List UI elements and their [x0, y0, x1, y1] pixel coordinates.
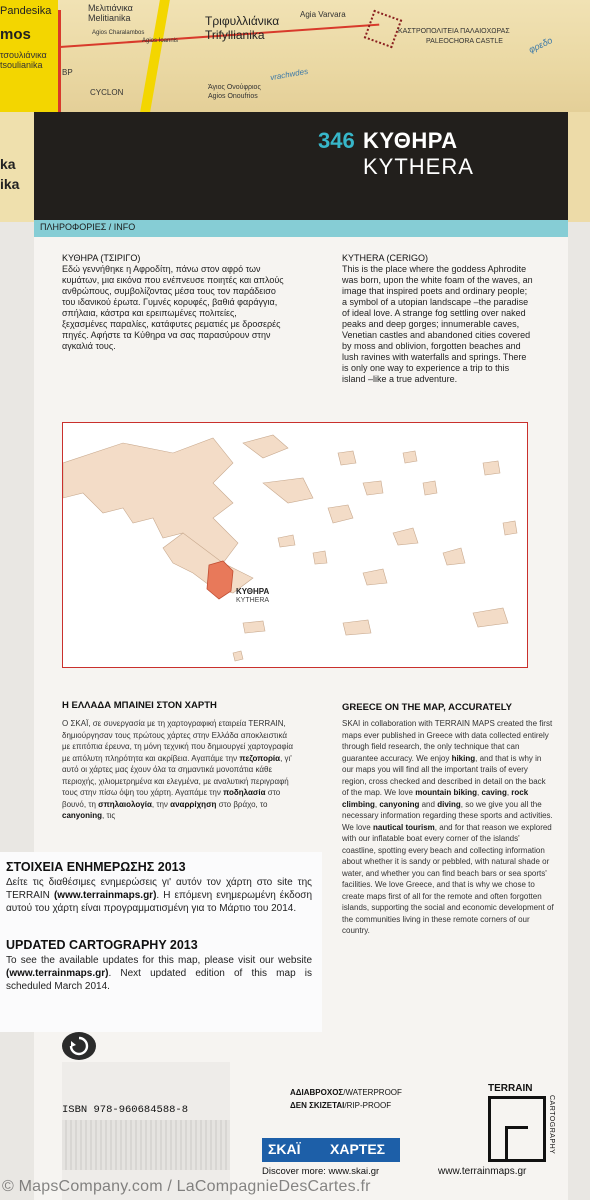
map-label: tsoulianika: [0, 60, 43, 70]
text: ,: [477, 788, 480, 797]
text: , and for that reason we explored with our inflatable boat every corner of the islands' coastline, spotting every beach and collecting information about whether it is sandy or pebbled, with natural shade or water, and whether you can find beach bars or sea sports' facilities. We love Greece, and that is why we chose to create maps first of all for the remote and often forgotten islands, supporting the social and economic development of the communities living in these remote corners of our country.: [342, 822, 554, 935]
intro-english-title: KYTHERA (CERIGO): [342, 253, 429, 263]
map-excerpt: [0, 0, 590, 112]
map-label: Μελιτιάνικα: [88, 3, 133, 13]
locator-label-gr: ΚΥΘΗΡΑ: [236, 587, 270, 596]
road-red: [58, 10, 61, 112]
update-en-title: UPDATED CARTOGRAPHY 2013: [6, 938, 198, 952]
greece-en-title: GREECE ON THE MAP, ACCURATELY: [342, 702, 512, 713]
text: στο βουνό, τη: [62, 788, 281, 809]
text: and: [421, 799, 435, 809]
text-bold: canyoning: [379, 799, 420, 809]
map-label: Agios Charalambos: [92, 30, 145, 36]
map-label: Trifyllianika: [205, 28, 265, 42]
text-bold: rock climbing: [342, 788, 529, 809]
waterproof-label: [290, 1088, 402, 1097]
terrain-cartography: CARTOGRAPHY: [548, 1095, 555, 1155]
map-label: φρεδο: [527, 35, 554, 55]
update-gr-text: [6, 876, 312, 915]
text-bold: (www.terrainmaps.gr): [6, 968, 109, 979]
text-bold: ΔΕΝ ΣΚΙΖΕΤΑΙ: [290, 1101, 345, 1110]
intro-english-text: This is the place where the goddess Aphrodite was born, upon the white foam of the waves, an image that inspired poets and ordinary people; a symbol of a utopian landscape –the paradise of ideal love. A strange fog settling over naked peaks and deep gorges; innumerable caves, Venetian castles and abandoned cities covered by moss and oblivion, forgotten beaches and lush ravines with waterfalls and springs. There is only one way to experience a trip to this island –like a true adventure.: [342, 264, 533, 384]
text: Ο ΣΚΑΪ, σε συνεργασία με τη χαρτογραφική εταιρεία TERRAIN, δημιούργησαν τους πρώτους χάρτες στην Ελλάδα αποκλειστικά με επιτόπια έρευνα, τη μόνη τεχνική που δημιουργεί χαρτογραφία με απόλυτη πληρότητα και ακρίβεια. Αγαπάμε την: [62, 719, 293, 763]
map-label: Agia Varvara: [300, 10, 346, 19]
update-gr-title: ΣΤΟΙΧΕΙΑ ΕΝΗΜΕΡΩΣΗΣ 2013: [6, 860, 186, 874]
text: /RIP-PROOF: [344, 1101, 392, 1110]
skai-logo-text: ΣΚΑΪ: [268, 1141, 301, 1157]
update-en-text: [6, 954, 312, 993]
text: Δείτε τις διαθέσιμες ενημερώσεις γι' αυτόν τον χάρτη στο site της TERRAIN: [6, 877, 312, 901]
text: , and that is why in our maps you will find all the important trails of every region, cross checked and described in detail on the back of the map. We love: [342, 753, 546, 797]
text: στο βράχο, το: [218, 799, 268, 809]
map-label: Άγιος Ονούφριος: [208, 84, 261, 91]
terrain-logo-text: TERRAIN: [488, 1083, 533, 1094]
title-header: [34, 112, 568, 220]
map-label: ΚΑΣΤΡΟΠΟΛΙΤΕΙΑ ΠΑΛΑΙΟΧΩΡΑΣ: [398, 28, 510, 35]
terrain-logo-inner: [505, 1126, 528, 1159]
text-bold: canyoning: [62, 811, 103, 820]
text-bold: πεζοπορία: [239, 753, 281, 763]
intro-greek-title: ΚΥΘΗΡΑ (ΤΣΙΡΙΓΟ): [62, 253, 141, 263]
text-bold: hiking: [451, 753, 476, 763]
isbn: ISBN 978-960684588-8: [62, 1104, 189, 1116]
update-sticker: [0, 852, 322, 1032]
map-label: mos: [0, 26, 31, 43]
text-bold: ΑΔΙΑΒΡΟΧΟΣ: [290, 1088, 344, 1097]
text: , γι' αυτό οι χάρτες μας έχουν όλα τα σημαντικά μονοπάτια κάθε περιοχής, χιλιομετρημένα και ελεγμένα, με αναλυτική περιγραφή τους στην πίσω όψη του χάρτη. Αγαπάμε την: [62, 753, 292, 797]
map-label: BP: [62, 68, 73, 77]
watermark: © MapsCompany.com / LaCompagnieDesCartes.fr: [2, 1178, 371, 1195]
greece-map-svg: [63, 423, 527, 667]
map-label: Τριφυλλιάνικα: [205, 14, 280, 28]
recycle-icon-svg: [62, 1032, 96, 1060]
map-label: ika: [0, 176, 20, 192]
intro-greek: [62, 253, 284, 352]
text: ,: [374, 799, 378, 809]
map-label: CYCLON: [90, 88, 124, 97]
intro-greek-text: Εδώ γεννήθηκε η Αφροδίτη, πάνω στον αφρό των κυμάτων, μια εικόνα που ενέπνευσε ποιητές και απλούς ανθρώπους, συμβολίζοντας μέσα τους τον παράδεισο του ιδανικού έρωτα. Γυμνές κορυφές, βαθιά φαράγγια, σπήλαια, κάστρα και ερειπωμένες πολιτείες, ξεχασμένες παραλίες, κατάφυτες ρεματιές με δροσερές πηγές. Αφήστε τα Κύθηρα να σας παρασύρουν στην αγκαλιά τους.: [62, 264, 284, 351]
text-bold: αναρρίχηση: [170, 799, 217, 809]
text-bold: mountain biking: [415, 788, 478, 797]
map-label: Melitianika: [88, 13, 131, 23]
greece-land: [63, 435, 517, 635]
text-bold: nautical tourism: [373, 822, 435, 832]
title-greek: ΚΥΘΗΡΑ: [363, 128, 458, 153]
skai-discover: Discover more: www.skai.gr: [262, 1166, 380, 1177]
info-bar: [34, 220, 568, 237]
map-label: vrachwdes: [269, 66, 309, 83]
text: We love: [342, 822, 371, 832]
text: /WATERPROOF: [343, 1088, 402, 1097]
map-label: Agios Ioannis: [142, 38, 179, 44]
text: ,: [506, 788, 510, 797]
map-label: PALEOCHORA CASTLE: [426, 38, 503, 45]
map-label: ka: [0, 156, 16, 172]
map-label: Agios Onoufrios: [208, 93, 258, 100]
map-excerpt-left: [0, 112, 34, 222]
text: , so we give you all the necessary information regarding these sports and activities.: [342, 799, 553, 820]
text-bold: σπηλαιολογία: [98, 799, 152, 809]
map-label: τσουλιάνικα: [0, 50, 47, 60]
text: To see the available updates for this map, please visit our website: [6, 955, 312, 966]
intro-english: [342, 253, 534, 385]
map-number: 346: [318, 128, 355, 153]
info-bar-label: ΠΛΗΡΟΦΟΡΙΕΣ / INFO: [40, 222, 136, 232]
skai-logo-text-2: ΧΑΡΤΕΣ: [330, 1141, 386, 1157]
terrain-url: www.terrainmaps.gr: [438, 1166, 527, 1177]
ripproof-label: [290, 1101, 391, 1110]
text: , την: [151, 799, 168, 809]
antikythera: [233, 651, 243, 661]
text: , τις: [102, 811, 116, 820]
recycle-icon: [62, 1032, 96, 1060]
greece-en-text: [342, 718, 554, 937]
text-bold: diving: [437, 799, 461, 809]
text: . Η επόμενη ενημερωμένη έκδοση αυτού του χάρτη είναι προγραμματισμένη για το Μάρτιο του 2014.: [6, 890, 313, 914]
barcode-icon: [62, 1120, 230, 1170]
map-excerpt-right: [568, 112, 590, 222]
map-label: Pandesika: [0, 5, 52, 17]
text-bold: ποδηλασία: [223, 788, 266, 797]
text: SKAI in collaboration with TERRAIN MAPS created the first maps ever published in Greece with data collected entirely through field research, the only technique that can guarantee accuracy. We enjoy: [342, 719, 553, 763]
text: . Next updated edition of this map is scheduled March 2014.: [6, 968, 312, 992]
title-english: KYTHERA: [363, 154, 474, 179]
skai-logo: [262, 1138, 400, 1162]
locator-label-en: KYTHERA: [236, 597, 270, 604]
greece-gr-title: Η ΕΛΛΑΔΑ ΜΠΑΙΝΕΙ ΣΤΟΝ ΧΑΡΤΗ: [62, 700, 217, 711]
road-yellow-2: [140, 0, 170, 112]
locator-map: [62, 422, 528, 668]
greece-gr-text: [62, 718, 294, 822]
text-bold: (www.terrainmaps.gr): [53, 890, 157, 901]
kythera-highlight: [207, 561, 233, 599]
text-bold: caving: [481, 788, 507, 797]
castle-icon: [364, 10, 402, 48]
